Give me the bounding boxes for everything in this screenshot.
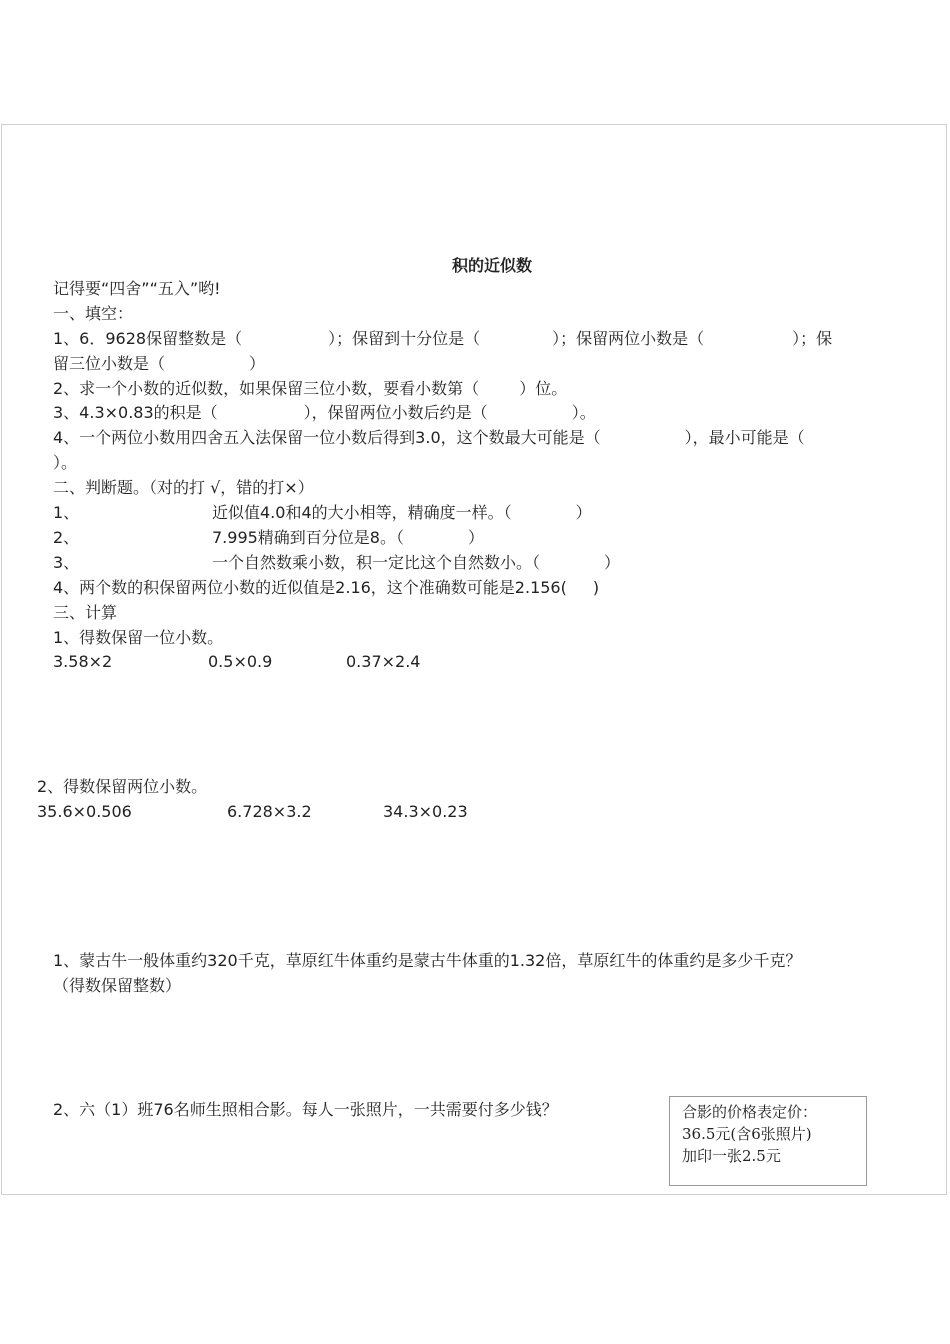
fill-q3 <box>53 401 596 425</box>
calc-part2-heading: 2、得数保留两位小数。 <box>37 777 208 796</box>
fill-q1-part-d: ）；保 <box>792 329 833 348</box>
judge-4 <box>53 576 599 600</box>
judge-1 <box>212 501 592 525</box>
judge-2 <box>212 526 484 550</box>
word-problem-1-note: （得数保留整数） <box>53 976 182 995</box>
judge-4-end: ) <box>592 578 600 597</box>
calc-p1-expr-3: 0.37×2.4 <box>346 652 421 671</box>
calc-p2-expr-3: 34.3×0.23 <box>383 802 468 821</box>
price-box-package: 36.5元(含6张照片) <box>682 1125 812 1143</box>
fill-q3-part-c: ）。 <box>571 403 596 422</box>
fill-q1-cont <box>53 352 265 376</box>
calc-p1-expr-1: 3.58×2 <box>53 652 113 671</box>
judge-1-number: 1、 <box>53 503 80 522</box>
calc-p2-expr-2: 6.728×3.2 <box>227 802 312 821</box>
page-title: 积的近似数 <box>452 256 533 275</box>
judge-3-text: 一个自然数乘小数，积一定比这个自然数小。（ <box>212 553 541 572</box>
fill-q4 <box>53 426 805 450</box>
calc-part1-heading: 1、得数保留一位小数。 <box>53 628 224 647</box>
judge-2-number: 2、 <box>53 528 80 547</box>
section3-heading: 三、计算 <box>53 603 118 622</box>
judge-2-text: 7.995精确到百分位是8。（ <box>212 528 404 547</box>
fill-q2-part-b: ）位。 <box>519 379 568 398</box>
section2-heading: 二、判断题。（对的打 √，错的打×） <box>53 478 314 497</box>
fill-q1-part-c: ）；保留两位小数是（ <box>552 329 705 348</box>
fill-q3-part-a: 3、4.3×0.83的积是（ <box>53 403 218 422</box>
fill-q4-part-a: 4、一个两位小数用四舍五入法保留一位小数后得到3.0，这个数最大可能是（ <box>53 428 601 447</box>
price-box <box>669 1096 867 1186</box>
price-box-extra: 加印一张2.5元 <box>682 1147 781 1165</box>
fill-q2 <box>53 377 567 401</box>
judge-3 <box>212 551 620 575</box>
word-problem-1: 1、蒙古牛一般体重约320千克，草原红牛体重约是蒙古牛体重的1.32倍，草原红牛的体重约是多少千克？ <box>53 951 802 970</box>
judge-3-number: 3、 <box>53 553 80 572</box>
calc-p1-expr-2: 0.5×0.9 <box>208 652 273 671</box>
judge-4-text: 4、两个数的积保留两位小数的近似值是2.16，这个准确数可能是2.156( <box>53 578 567 597</box>
judge-1-end: ） <box>575 503 592 522</box>
fill-q1-part-a: 1、6．9628保留整数是（ <box>53 329 243 348</box>
calc-p2-expr-1: 35.6×0.506 <box>37 802 132 821</box>
fill-q1 <box>53 327 832 351</box>
fill-q3-part-b: ），保留两位小数后约是（ <box>303 403 488 422</box>
fill-q1-part-f: ） <box>249 354 266 373</box>
fill-q4-part-b: ），最小可能是（ <box>684 428 805 447</box>
section1-heading: 一、填空： <box>53 304 134 323</box>
reminder: 记得要“四舍”“五入”哟! <box>53 279 221 298</box>
word-problem-2: 2、六（1）班76名师生照相合影。每人一张照片，一共需要付多少钱？ <box>53 1100 558 1119</box>
price-box-title: 合影的价格表定价： <box>682 1103 818 1121</box>
fill-q1-part-e: 留三位小数是（ <box>53 354 166 373</box>
judge-3-end: ） <box>604 553 621 572</box>
fill-q1-part-b: ）；保留到十分位是（ <box>328 329 481 348</box>
fill-q2-part-a: 2、求一个小数的近似数，如果保留三位小数，要看小数第（ <box>53 379 480 398</box>
judge-2-end: ） <box>468 528 485 547</box>
judge-1-text: 近似值4.0和4的大小相等，精确度一样。（ <box>212 503 512 522</box>
fill-q4-cont: ）。 <box>53 453 78 472</box>
